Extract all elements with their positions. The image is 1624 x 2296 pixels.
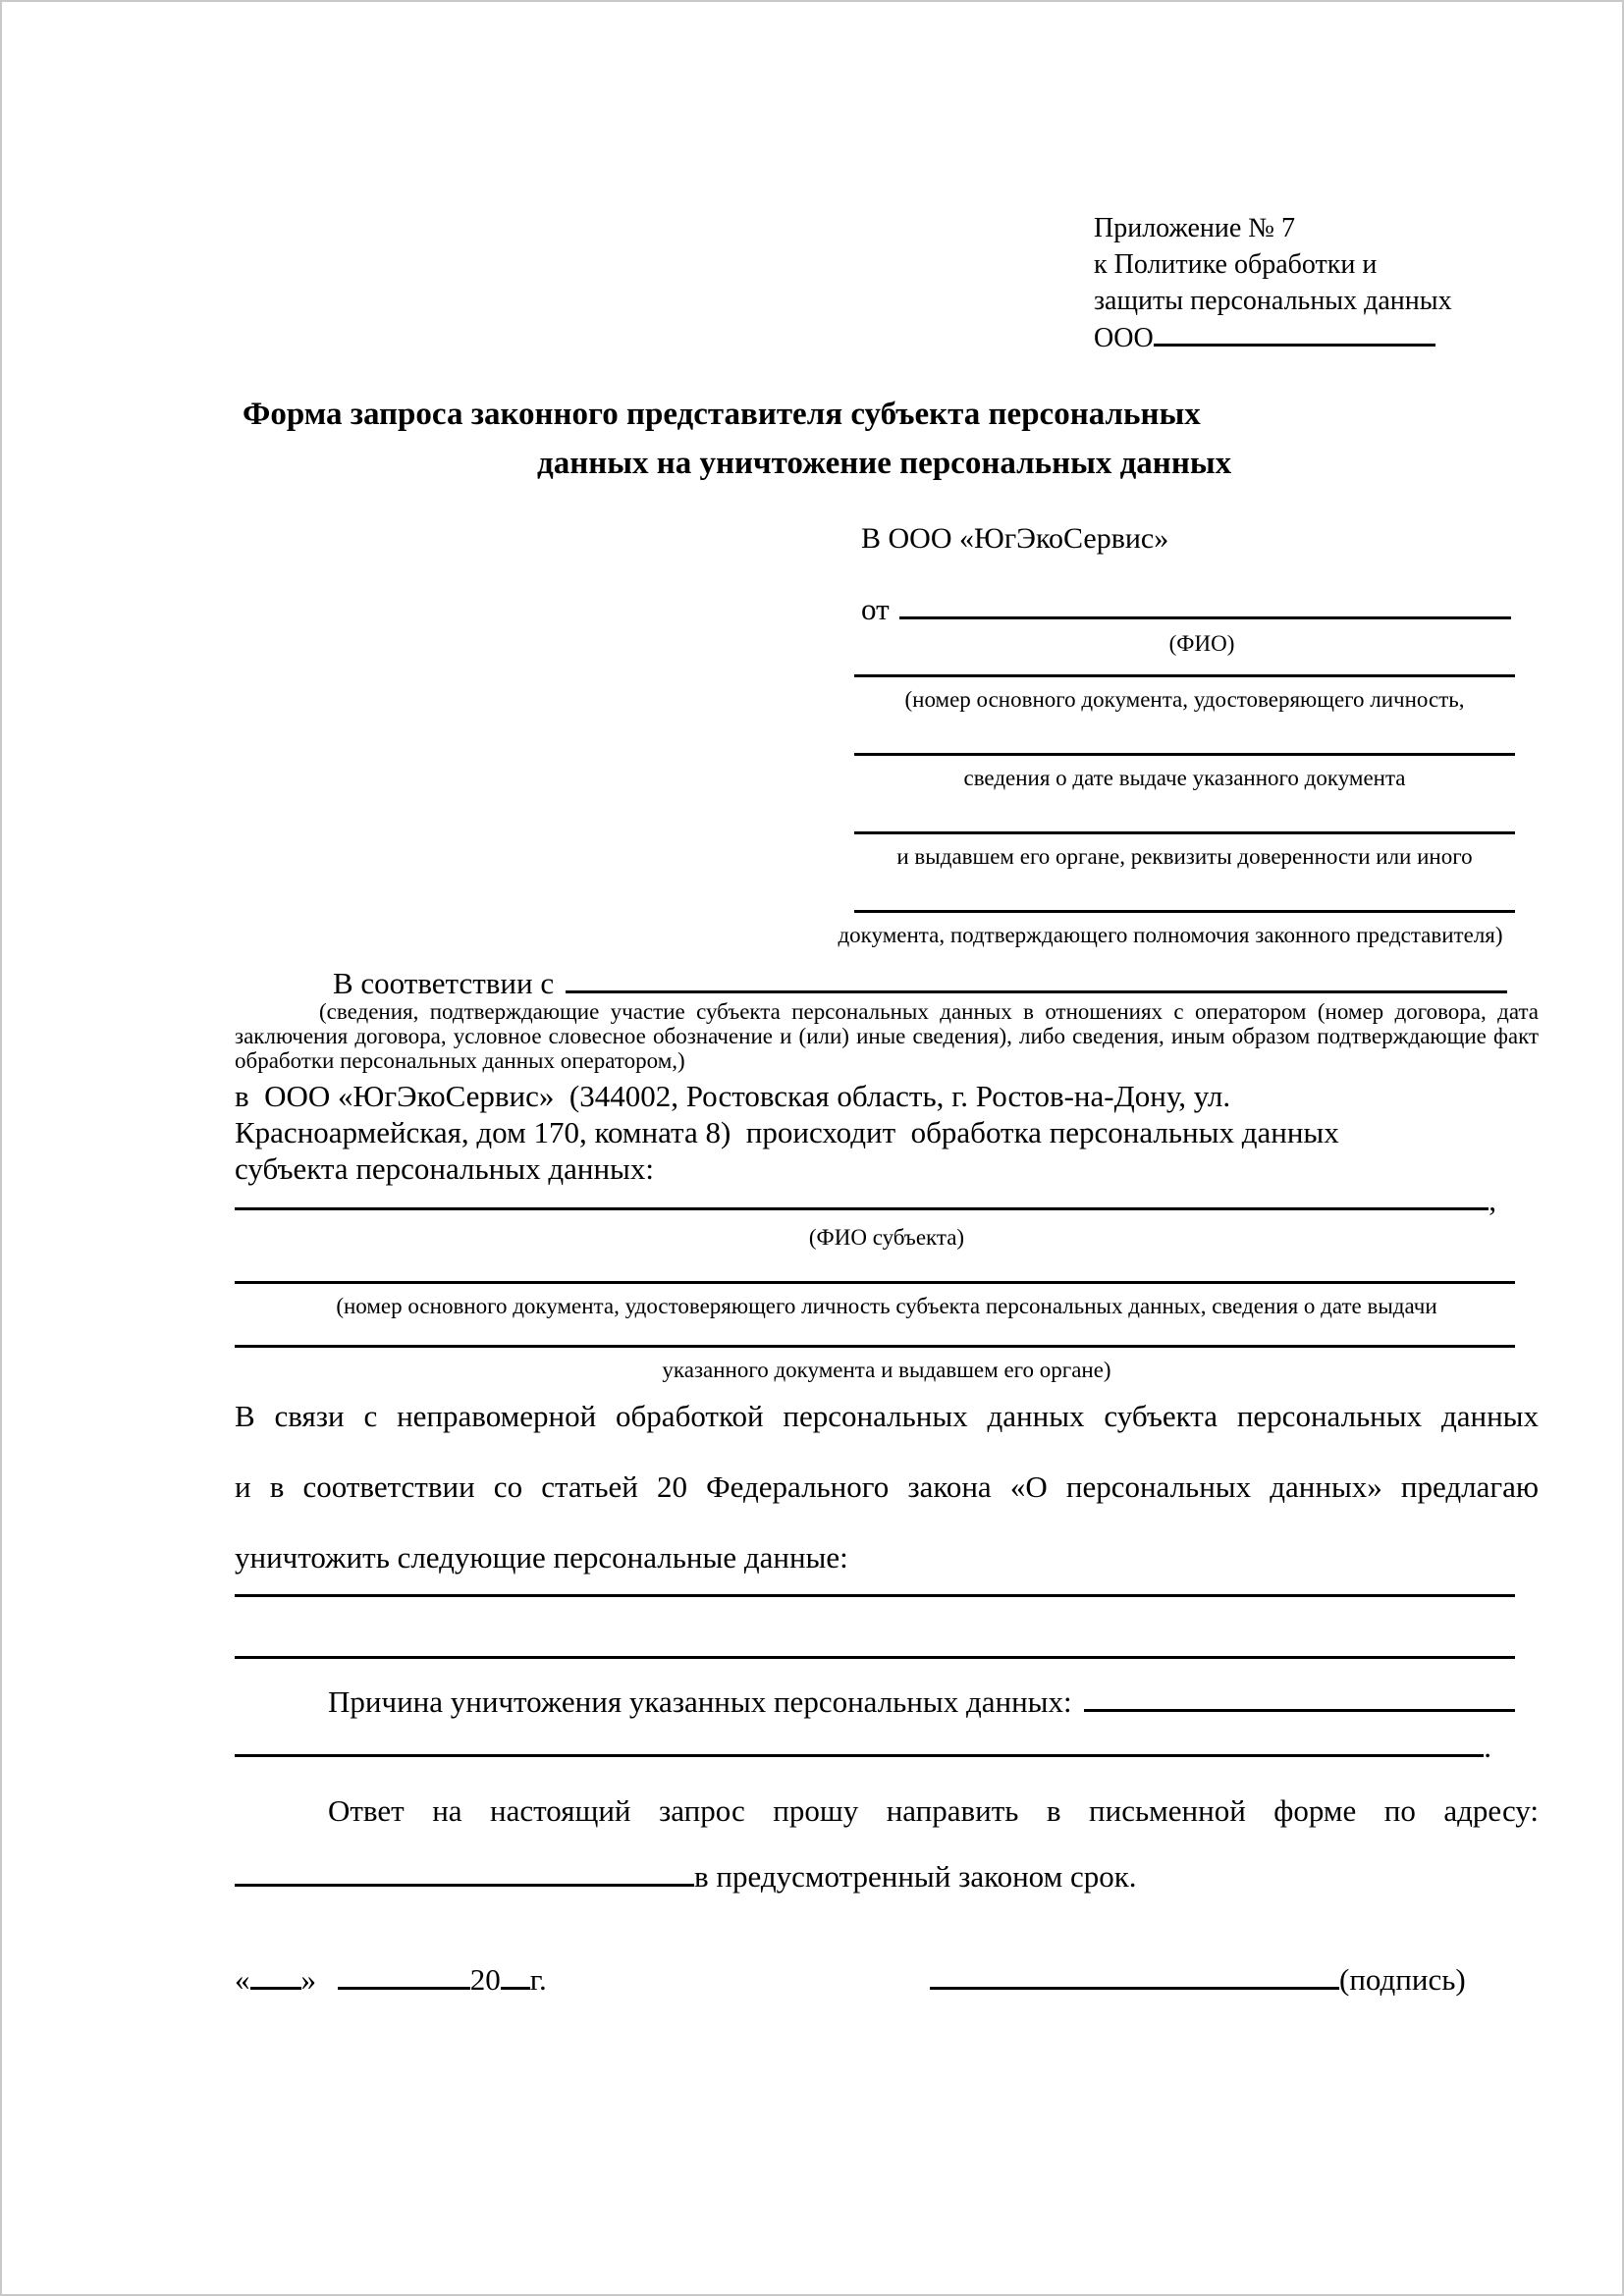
- answer-paragraph: Ответ на настоящий запрос прошу направить в письменной форме по адресу:: [328, 1793, 1539, 1828]
- date-year-blank-line: [501, 1959, 530, 1990]
- demand-line-1: В связи с неправомерной обработкой персональных данных субъекта персональных данных: [235, 1399, 1539, 1433]
- operator-paragraph-line-2: Красноармейская, дом 170, комната 8) происходит обработка персональных данных: [235, 1115, 1339, 1149]
- signature-blank-line: [930, 1959, 1339, 1990]
- from-label: от: [861, 592, 890, 626]
- operator-paragraph-line-3: субъекта персональных данных:: [235, 1151, 654, 1186]
- accordance-row: [235, 965, 1507, 1002]
- representative-doc-caption-3: и выдавшем его органе, реквизиты доверенности или иного: [896, 844, 1473, 869]
- data-to-destroy-blank-line-1: [235, 1594, 1515, 1597]
- date-day-blank-line: [250, 1959, 301, 1990]
- appendix-line-1: Приложение № 7: [1094, 213, 1295, 243]
- subject-doc-caption-1: (номер основного документа, удостоверяющего личность субъекта персональных данных, сведения о дате выдачи: [336, 1294, 1437, 1318]
- accordance-blank-line: [566, 990, 1507, 993]
- signature-caption: (подпись): [1339, 1961, 1466, 1997]
- demand-line-2: и в соответствии со статьей 20 Федерального закона «О персональных данных» предлагаю: [235, 1469, 1539, 1504]
- subject-fio-blank-line: [235, 1207, 1489, 1210]
- reason-row: [235, 1683, 1515, 1721]
- appendix-ooo-label: ООО: [1094, 323, 1154, 354]
- operator-paragraph-line-1: в ООО «ЮгЭкоСервис» (344002, Ростовская область, г. Ростов-на-Дону, ул.: [235, 1079, 1231, 1113]
- date-month-blank-line: [338, 1959, 470, 1990]
- appendix-line-3: защиты персональных данных: [1094, 286, 1452, 316]
- representative-doc-caption-1: (номер основного документа, удостоверяющего личность,: [904, 687, 1465, 712]
- reason-blank-line-1: [1084, 1709, 1515, 1712]
- operator-paragraph: [235, 1078, 1539, 1187]
- representative-fio-blank-line: [899, 616, 1511, 619]
- form-title-line-2: данных на уничтожение персональных данных: [537, 446, 1232, 481]
- representative-doc-blank-line-4: [854, 910, 1515, 913]
- subject-fio-row: [235, 1182, 1496, 1219]
- form-title-line-1: Форма запроса законного представителя субъекта персональных: [243, 397, 1201, 432]
- answer-tail-text: в предусмотренный законом срок.: [694, 1858, 1137, 1894]
- appendix-ooo-line: [1094, 319, 1526, 356]
- date-year-prefix: 20: [469, 1961, 501, 1997]
- accordance-caption-line-2: заключения договора, условное словесное обозначение и (или) иные сведения), либо сведения, иным образом подтверждающие факт: [235, 1024, 1539, 1048]
- accordance-caption: [235, 999, 1539, 1073]
- subject-doc-caption-2: указанного документа и выдавшем его органе): [662, 1358, 1111, 1382]
- date-open-quote: «: [235, 1961, 250, 1997]
- accordance-caption-line-1: (сведения, подтверждающие участие субъекта персональных данных в отношениях с оператором (номер договора, дата: [319, 999, 1539, 1024]
- answer-address-blank-line: [235, 1856, 694, 1887]
- date-row: [235, 1959, 547, 1999]
- subject-fio-trailing-comma: ,: [1489, 1183, 1496, 1217]
- subject-doc-blank-line-1: [235, 1281, 1515, 1284]
- demand-paragraph: [235, 1381, 1539, 1593]
- signature-row: [930, 1959, 1466, 1999]
- data-to-destroy-blank-line-2: [235, 1656, 1515, 1659]
- reason-trailing-period: .: [1484, 1730, 1491, 1764]
- representative-doc-caption-2: сведения о дате выдаче указанного документа: [963, 766, 1406, 790]
- representative-doc-caption-4: документа, подтверждающего полномочия законного представителя): [838, 923, 1503, 947]
- answer-tail-row: [235, 1856, 1539, 1896]
- representative-doc-blank-line-2: [854, 753, 1515, 756]
- demand-line-3: уничтожить следующие персональные данные:: [235, 1540, 848, 1575]
- fio-caption: (ФИО): [1168, 631, 1235, 656]
- representative-doc-blank-line-1: [854, 674, 1515, 677]
- date-close-quote: »: [300, 1961, 316, 1997]
- from-row: [861, 591, 1511, 628]
- appendix-block: [1094, 210, 1526, 356]
- reason-row-2: [235, 1729, 1491, 1766]
- date-year-suffix: г.: [529, 1961, 547, 1997]
- reason-lead: Причина уничтожения указанных персональных данных:: [328, 1684, 1072, 1719]
- appendix-ooo-blank-line: [1154, 319, 1435, 347]
- accordance-caption-line-3: обработки персональных данных оператором,): [235, 1048, 685, 1073]
- subject-doc-blank-line-2: [235, 1345, 1515, 1348]
- reason-blank-line-2: [235, 1754, 1484, 1757]
- appendix-line-2: к Политике обработки и: [1094, 249, 1378, 280]
- accordance-lead: В соответствии с: [333, 966, 555, 1000]
- subject-fio-caption: (ФИО субъекта): [808, 1225, 965, 1250]
- representative-doc-blank-line-3: [854, 831, 1515, 834]
- addressee-organization: В ООО «ЮгЭкоСервис»: [861, 522, 1169, 555]
